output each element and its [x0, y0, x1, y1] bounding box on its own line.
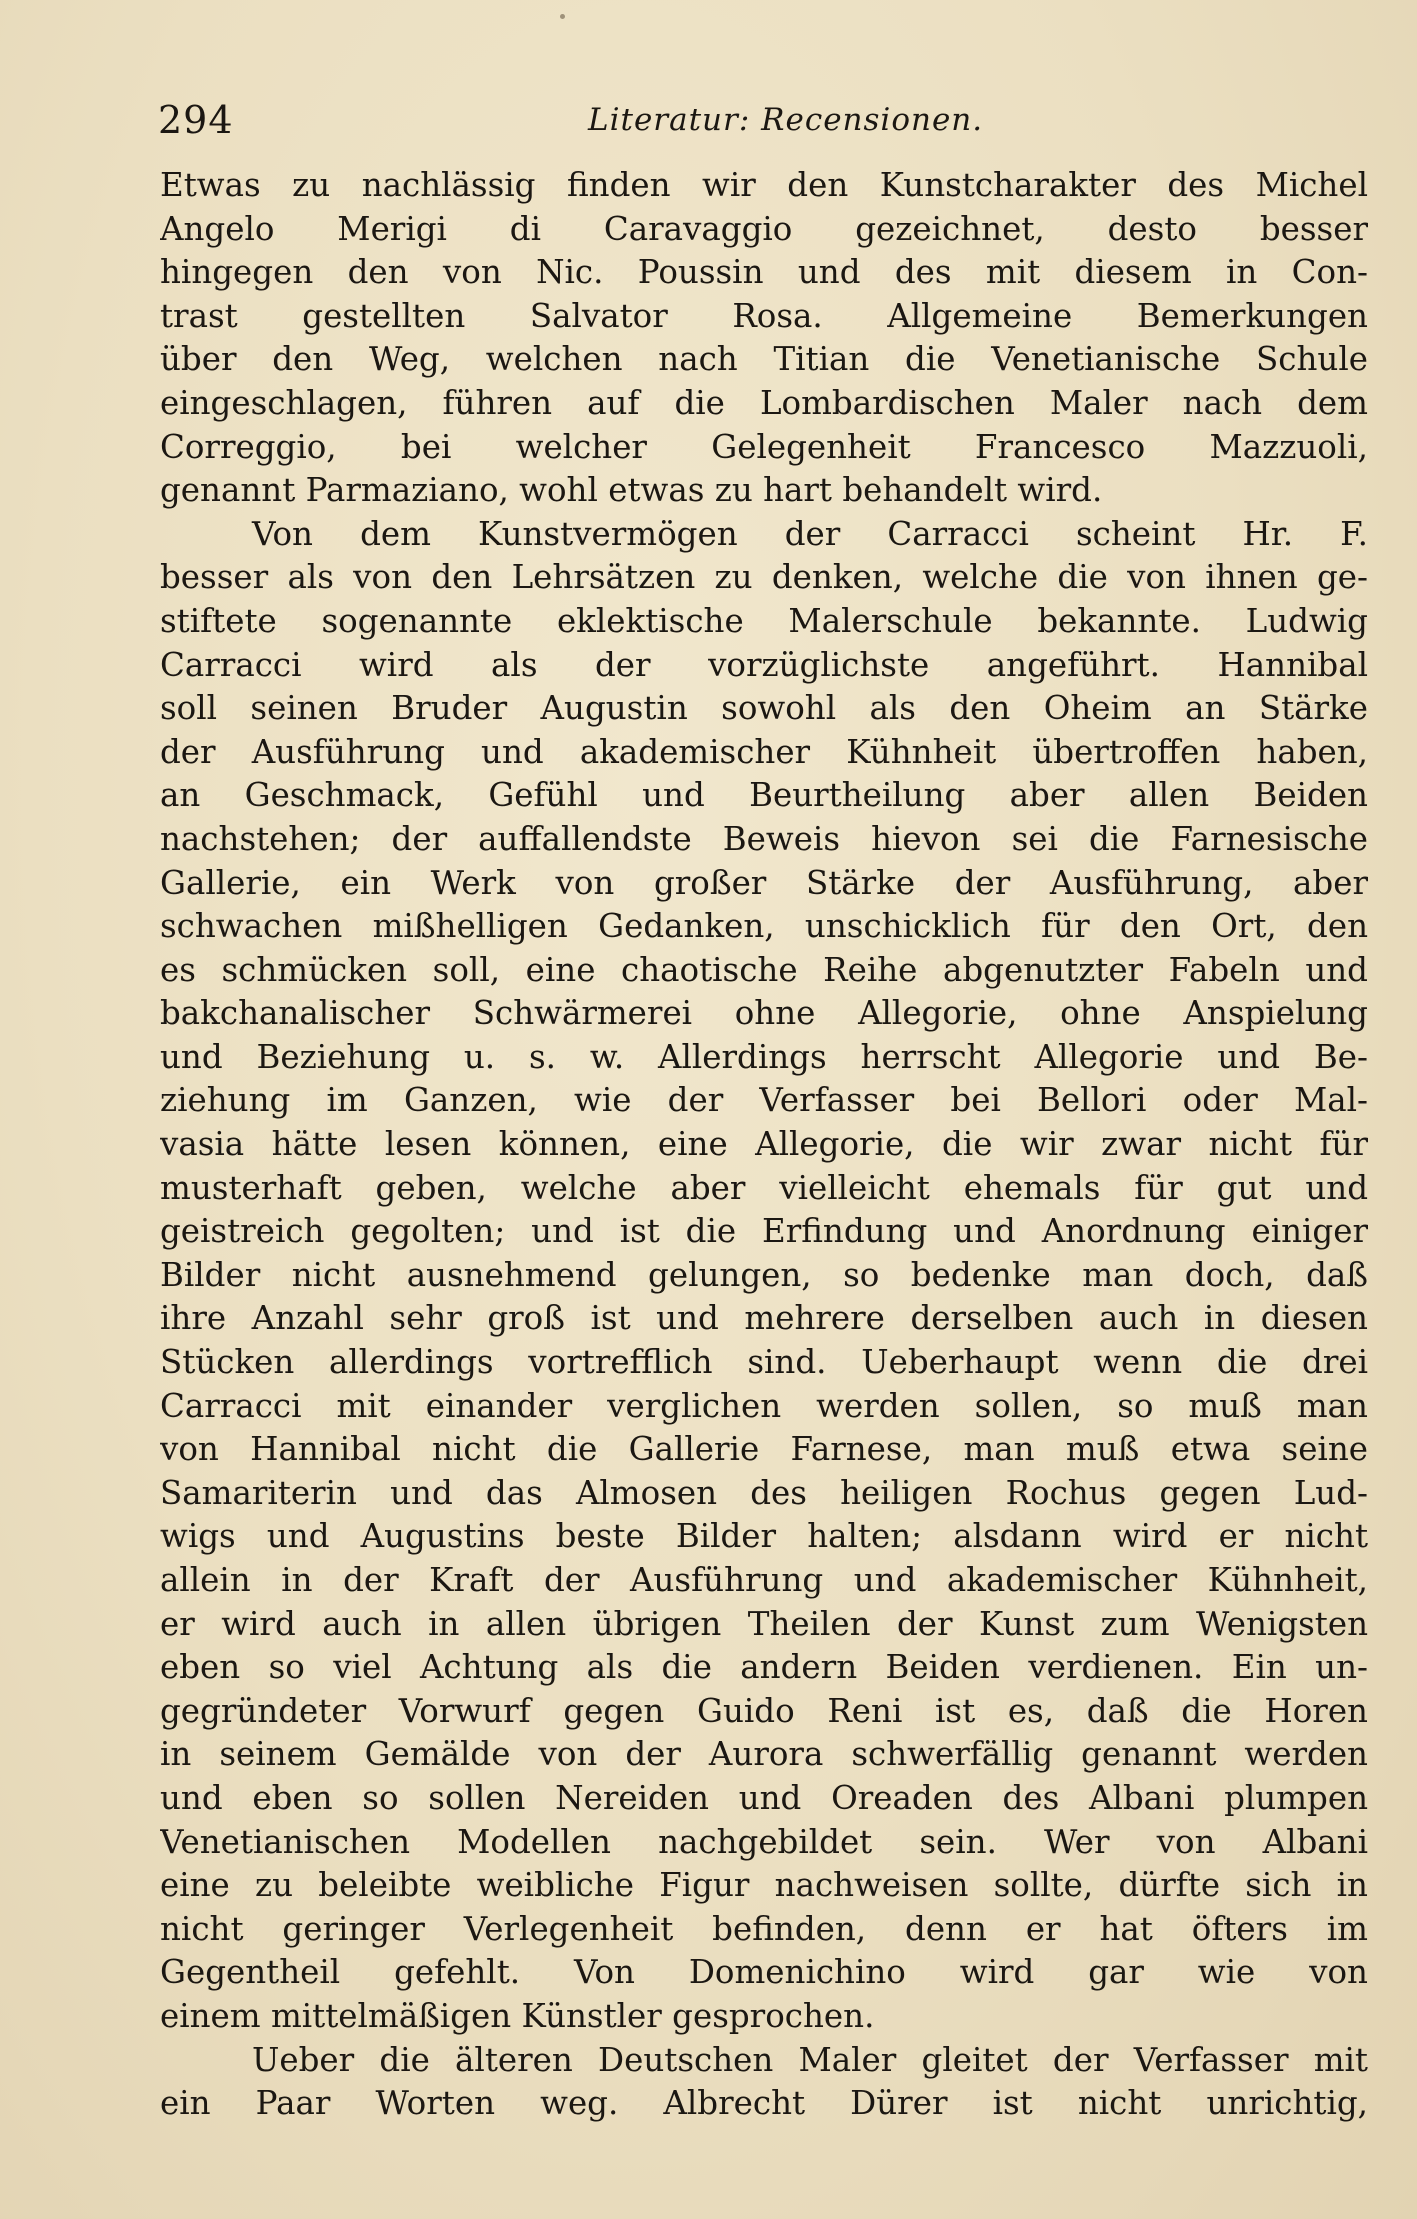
page-header — [158, 98, 1368, 150]
text-line: allein in der Kraft der Ausführung und akademischer Kühnheit, — [160, 1561, 1368, 1599]
text-line: er wird auch in allen übrigen Theilen der Kunst zum Wenigsten — [160, 1604, 1368, 1643]
text-line: ziehung im Ganzen, wie der Verfasser bei Bellori oder Mal- — [160, 1081, 1368, 1120]
text-line: schwachen mißhelligen Gedanken, unschicklich für den Ort, den — [160, 907, 1368, 946]
body-text — [160, 164, 1368, 2126]
text-line: einem mittelmäßigen Künstler gesprochen. — [160, 1996, 875, 2035]
text-line: nachstehen; der auffallendste Beweis hievon sei die Farnesische — [160, 819, 1368, 858]
text-line: Gegentheil gefehlt. Von Domenichino wird gar wie von — [160, 1953, 1368, 1992]
text-line: bakchanalischer Schwärmerei ohne Allegorie, ohne Anspielung — [160, 994, 1368, 1033]
text-line: besser als von den Lehrsätzen zu denken, welche die von ihnen ge- — [160, 558, 1368, 597]
text-line: Bilder nicht ausnehmend gelungen, so bedenke man doch, daß — [160, 1255, 1368, 1294]
text-line: Gallerie, ein Werk von großer Stärke der Ausführung, aber — [160, 863, 1368, 902]
text-line: vasia hätte lesen können, eine Allegorie, die wir zwar nicht für — [160, 1125, 1368, 1164]
text-line: in seinem Gemälde von der Aurora schwerfällig genannt werden — [160, 1735, 1368, 1774]
text-line: Carracci mit einander verglichen werden sollen, so muß man — [160, 1386, 1368, 1425]
text-line: über den Weg, welchen nach Titian die Venetianische Schule — [160, 340, 1368, 379]
text-line: es schmücken soll, eine chaotische Reihe abgenutzter Fabeln und — [160, 950, 1368, 989]
text-line: hingegen den von Nic. Poussin und des mit diesem in Con- — [160, 253, 1368, 292]
text-line: und Beziehung u. s. w. Allerdings herrscht Allegorie und Be- — [160, 1037, 1368, 1076]
text-line: stiftete sogenannte eklektische Malerschule bekannte. Ludwig — [160, 601, 1368, 640]
text-line: musterhaft geben, welche aber vielleicht ehemals für gut und — [160, 1168, 1368, 1207]
paragraph-start-line: Von dem Kunstvermögen der Carracci scheint Hr. F. — [252, 514, 1368, 553]
text-line: nicht geringer Verlegenheit befinden, denn er hat öfters im — [160, 1909, 1368, 1948]
text-line: geistreich gegolten; und ist die Erfindung und Anordnung einiger — [160, 1212, 1368, 1251]
text-line: der Ausführung und akademischer Kühnheit übertroffen haben, — [160, 732, 1368, 771]
text-line: Stücken allerdings vortrefflich sind. Ueberhaupt wenn die drei — [160, 1343, 1368, 1382]
text-line: Samariterin und das Almosen des heiligen Rochus gegen Lud- — [160, 1473, 1368, 1512]
text-line: Angelo Merigi di Caravaggio gezeichnet, desto besser — [160, 209, 1368, 248]
text-line: an Geschmack, Gefühl und Beurtheilung aber allen Beiden — [160, 776, 1368, 815]
text-line: Venetianischen Modellen nachgebildet sein. Wer von Albani — [160, 1822, 1368, 1861]
text-line: genannt Parmaziano, wohl etwas zu hart behandelt wird. — [160, 471, 1103, 510]
text-line: eben so viel Achtung als die andern Beiden verdienen. Ein un- — [160, 1648, 1368, 1687]
text-line: ihre Anzahl sehr groß ist und mehrere derselben auch in diesen — [160, 1299, 1368, 1338]
running-head: Literatur: Recensionen. — [588, 102, 984, 138]
text-line: und eben so sollen Nereiden und Oreaden des Albani plumpen — [160, 1778, 1368, 1817]
text-line: Carracci wird als der vorzüglichste angeführt. Hannibal — [160, 645, 1368, 684]
paragraph-start-line: Ueber die älteren Deutschen Maler gleitet der Verfasser mit — [252, 2040, 1368, 2079]
text-line: ein Paar Worten weg. Albrecht Dürer ist nicht unrichtig, — [160, 2084, 1368, 2123]
paper-speck — [560, 14, 565, 19]
text-line: soll seinen Bruder Augustin sowohl als den Oheim an Stärke — [160, 689, 1368, 728]
text-line: eine zu beleibte weibliche Figur nachweisen sollte, dürfte sich in — [160, 1866, 1368, 1905]
text-line: gegründeter Vorwurf gegen Guido Reni ist es, daß die Horen — [160, 1691, 1368, 1730]
text-line: wigs und Augustins beste Bilder halten; alsdann wird er nicht — [160, 1517, 1368, 1556]
text-line: von Hannibal nicht die Gallerie Farnese, man muß etwa seine — [160, 1430, 1368, 1469]
text-line: Correggio, bei welcher Gelegenheit Francesco Mazzuoli, — [160, 427, 1368, 466]
text-line: eingeschlagen, führen auf die Lombardischen Maler nach dem — [160, 383, 1368, 422]
text-line: trast gestellten Salvator Rosa. Allgemeine Bemerkungen — [160, 296, 1368, 335]
text-line: Etwas zu nachlässig finden wir den Kunstcharakter des Michel — [160, 166, 1368, 204]
page-number: 294 — [158, 98, 234, 142]
